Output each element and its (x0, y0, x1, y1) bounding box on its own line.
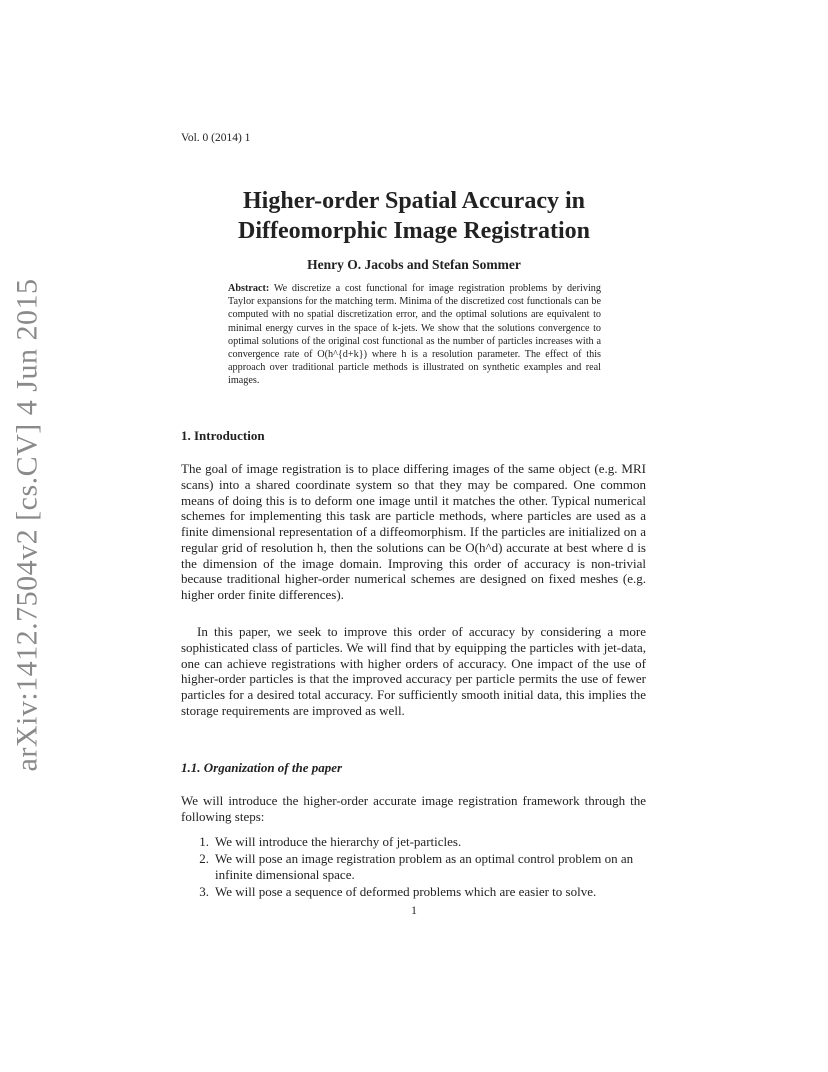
intro-paragraph-1 (181, 461, 646, 603)
arxiv-stamp-text: arXiv:1412.7504v2 [cs.CV] 4 Jun 2015 (10, 278, 43, 772)
list-item-text: We will pose a sequence of deformed problems which are easier to solve. (215, 883, 597, 899)
section-heading-introduction: 1. Introduction (181, 428, 265, 443)
abstract (228, 282, 601, 388)
list-item-number: 2. (199, 850, 209, 866)
abstract-text: We discretize a cost functional for image registration problems by deriving Taylor expansions for the matching term. Minima of the discretized cost functionals can be computed with no spatial discretization error, and the optimal solutions are equivalent to minimal energy curves in the space of k-jets. We show that the solutions convergence to optimal solutions of the original cost functional as the number of particles increases with a convergence rate of O(h^{d+k}) where h is a resolution parameter. The effect of this approach over traditional particle methods is illustrated on synthetic examples and real images. (228, 283, 601, 387)
list-item-text: We will pose an image registration problem as an optimal control problem on an infinite dimensional space. (215, 850, 634, 882)
abstract-label: Abstract: (228, 283, 270, 294)
steps-list (181, 834, 646, 900)
list-item (181, 851, 646, 884)
paragraph-text: We will introduce the higher-order accurate image registration framework through the following steps: (181, 793, 646, 824)
page-number: 1 (411, 905, 417, 917)
title-line-2: Diffeomorphic Image Registration (238, 218, 590, 244)
paper-title (150, 186, 678, 246)
arxiv-stamp (2, 278, 52, 772)
subsection-heading-organization: 1.1. Organization of the paper (181, 760, 343, 775)
organization-intro (181, 793, 646, 825)
title-line-1: Higher-order Spatial Accuracy in (243, 188, 585, 214)
intro-paragraph-2 (181, 624, 646, 719)
journal-info: Vol. 0 (2014) 1 (181, 132, 251, 144)
paragraph-text: The goal of image registration is to place differing images of the same object (e.g. MRI scans) into a shared coordinate system so that they may be compared. One common means of doing this is to deform one image until it matches the other. Typical numerical schemes for implementing this task are particle methods, where particles are used as a finite dimensional representation of a diffeomorphism. If the particles are initialized on a regular grid of resolution h, then the solutions can be O(h^d) accurate at best where d is the dimension of the image domain. Improving this order of accuracy is non-trivial because traditional higher-order numerical schemes are designed on fixed meshes (e.g. higher order finite differences). (181, 461, 646, 602)
list-item (181, 834, 646, 851)
list-item-number: 3. (199, 883, 209, 899)
list-item-text: We will introduce the hierarchy of jet-particles. (215, 834, 462, 849)
paragraph-text: In this paper, we seek to improve this order of accuracy by considering a more sophisticated class of particles. We will find that by equipping the particles with jet-data, one can achieve registrations with higher orders of accuracy. One impact of the use of higher-order particles is that the improved accuracy per particle permits the use of fewer particles for a desired total accuracy. For sufficiently smooth initial data, this implies the storage requirements are improved as well. (181, 624, 646, 718)
authors: Henry O. Jacobs and Stefan Sommer (307, 257, 521, 272)
list-item (181, 884, 646, 901)
list-item-number: 1. (199, 834, 209, 849)
